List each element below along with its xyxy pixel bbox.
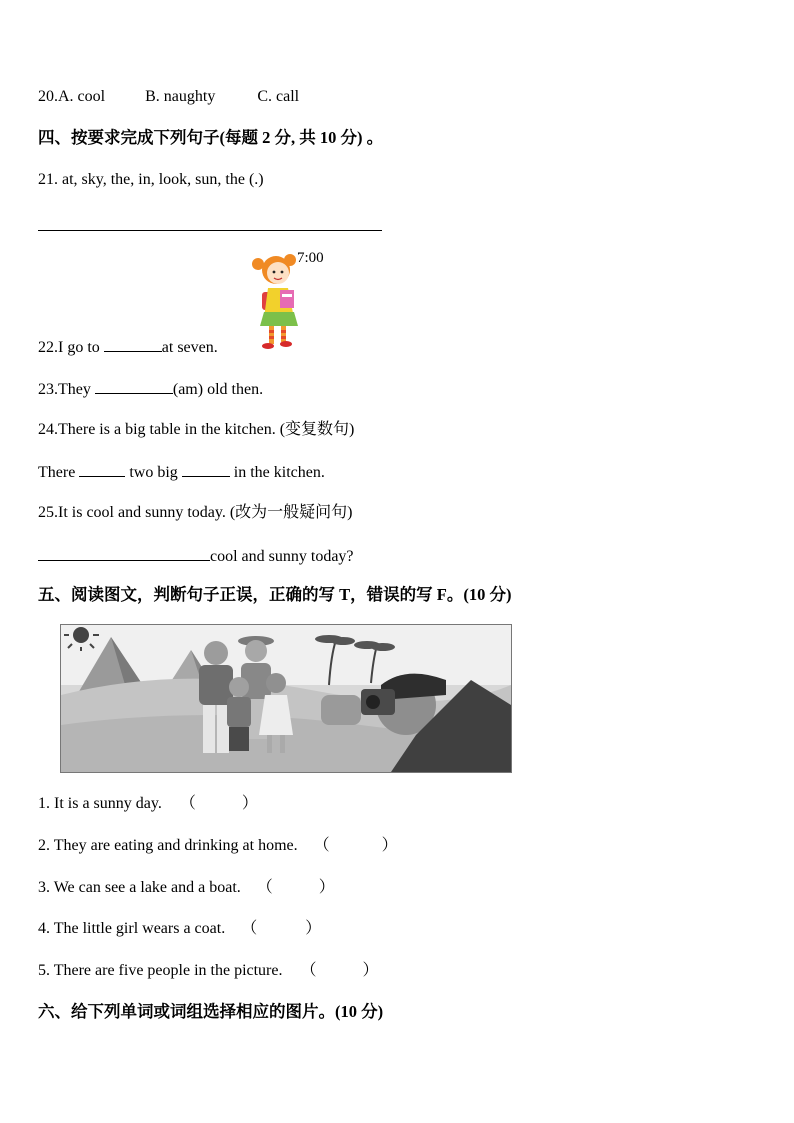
judge-item-3 xyxy=(38,878,335,898)
judge-item-text: 3. We can see a lake and a boat. xyxy=(38,879,241,896)
question-24-word-2: two big xyxy=(129,464,178,481)
answer-paren-open: （ xyxy=(241,920,258,937)
question-22 xyxy=(38,336,218,358)
question-25-after: cool and sunny today? xyxy=(210,548,354,565)
question-25-answer xyxy=(38,545,354,567)
question-24: 24.There is a big table in the kitchen. (变复数句) xyxy=(38,421,355,438)
judge-item-5 xyxy=(38,961,379,981)
blank-23[interactable] xyxy=(95,378,173,394)
question-21: 21. at, sky, the, in, look, sun, the (.) xyxy=(38,171,264,188)
question-23-after: (am) old then. xyxy=(172,381,264,398)
judge-item-text: 4. The little girl wears a coat. xyxy=(38,920,226,937)
answer-paren-close[interactable]: ） xyxy=(305,920,322,937)
question-number: 20. xyxy=(38,88,58,105)
judge-item-text: 5. There are five people in the picture. xyxy=(38,962,283,979)
answer-paren-close[interactable]: ） xyxy=(362,962,379,979)
blank-24-1[interactable] xyxy=(79,461,125,477)
answer-paren-open: （ xyxy=(256,879,273,896)
answer-paren-close[interactable]: ） xyxy=(381,837,398,854)
clock-time: 7:00 xyxy=(297,250,324,266)
section-5-heading: 五、阅读图文，判断句子正误，正确的写 T，错误的写 F。(10 分) xyxy=(38,585,512,604)
blank-24-2[interactable] xyxy=(182,461,230,477)
judge-item-text: 1. It is a sunny day. xyxy=(38,795,162,812)
question-23 xyxy=(38,378,263,400)
question-24-word-3: in the kitchen. xyxy=(233,464,325,481)
judge-item-text: 2. They are eating and drinking at home. xyxy=(38,837,298,854)
answer-paren-open: （ xyxy=(313,837,330,854)
question-20 xyxy=(38,87,299,107)
question-25: 25.It is cool and sunny today. (改为一般疑问句) xyxy=(38,504,353,521)
desert-family-photo-illustration xyxy=(60,624,512,773)
answer-paren-open: （ xyxy=(300,962,317,979)
option-a: A. cool xyxy=(58,88,106,105)
judge-item-4 xyxy=(38,919,321,939)
answer-paren-close[interactable]: ） xyxy=(241,795,258,812)
question-22-after: at seven. xyxy=(161,339,218,356)
section-4-heading: 四、按要求完成下列句子(每题 2 分, 共 10 分) 。 xyxy=(38,128,384,147)
question-23-before: 23.They xyxy=(38,381,91,398)
judge-item-1 xyxy=(38,794,258,814)
question-24-word-1: There xyxy=(38,464,76,481)
section-6-heading: 六、给下列单词或词组选择相应的图片。(10 分) xyxy=(38,1002,384,1021)
judge-item-2 xyxy=(38,836,398,856)
blank-22[interactable] xyxy=(104,336,162,352)
question-24-answer xyxy=(38,461,325,483)
option-c: C. call xyxy=(257,88,300,105)
answer-paren-open: （ xyxy=(179,795,196,812)
question-22-before: 22.I go to xyxy=(38,339,100,356)
girl-with-books-illustration xyxy=(248,250,308,352)
answer-line-21[interactable] xyxy=(38,230,382,231)
blank-25[interactable] xyxy=(38,545,210,561)
answer-paren-close[interactable]: ） xyxy=(318,879,335,896)
option-b: B. naughty xyxy=(145,88,216,105)
